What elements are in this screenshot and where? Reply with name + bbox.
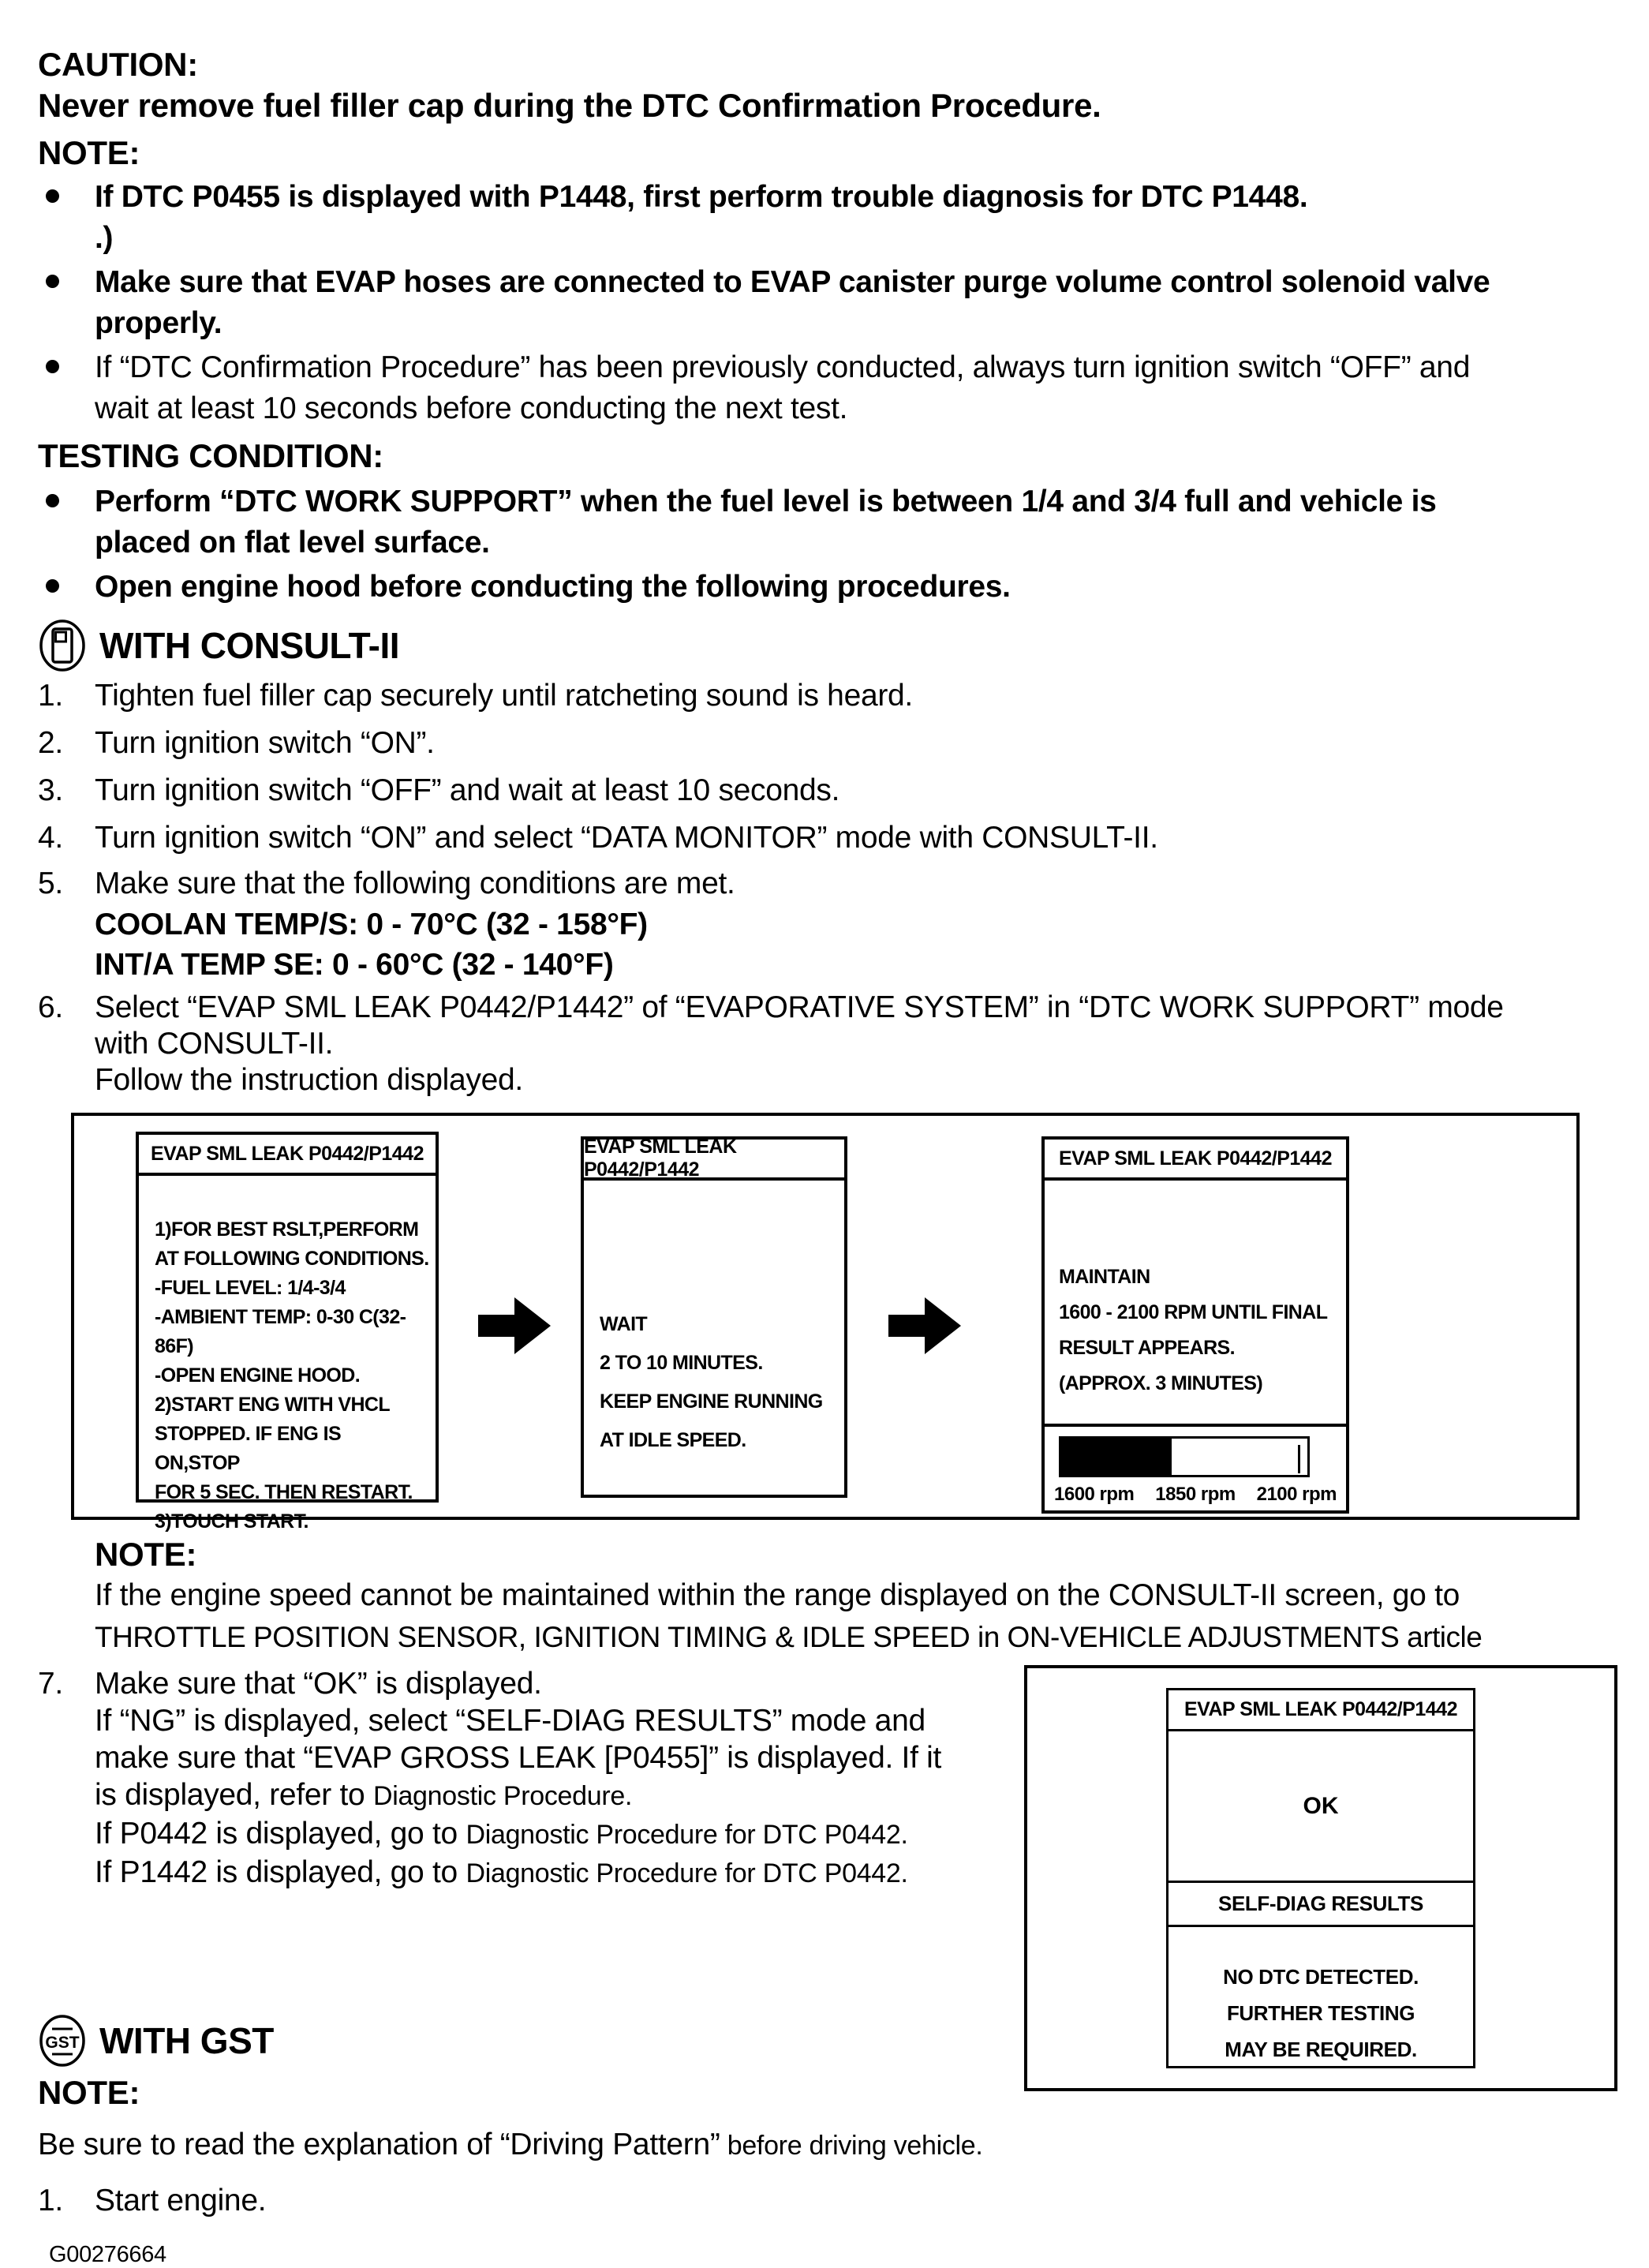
rpm-label-high: 2100 rpm [1256,1484,1337,1505]
screen3-line: MAINTAIN [1059,1266,1150,1288]
screen3-line: 1600 - 2100 RPM UNTIL FINAL [1059,1301,1328,1323]
screen1-line: STOPPED. IF ENG IS ON,STOP [155,1423,342,1474]
rpm-gauge-section [1045,1427,1346,1506]
screen1-line: -FUEL LEVEL: 1/4-3/4 [155,1277,346,1299]
step-number: 5. [38,866,63,900]
consult-step-6 [38,990,1617,1098]
screen1-line: AT FOLLOWING CONDITIONS. [155,1248,429,1270]
screen-title: EVAP SML LEAK P0442/P1442 [584,1140,844,1181]
note-bullet-3-line-2: wait at least 10 seconds before conducting the next test. [95,391,848,425]
gst-step-1 [38,2180,1617,2221]
testing-bullet-1 [38,481,1617,563]
diagnostic-procedure-reference: Diagnostic Procedure. [372,1781,633,1811]
screen3-line: RESULT APPEARS. [1059,1337,1235,1359]
screen1-line: 3)TOUCH START. [155,1510,308,1533]
consult-screen-instructions [136,1132,439,1533]
bullet-icon [38,567,95,608]
step7-line-4: is displayed, refer to Diagnostic Procedure. [95,1778,633,1812]
step-number: 1. [38,2184,63,2217]
step-text: Turn ignition switch “ON” and select “DATA MONITOR” mode with CONSULT-II. [95,821,1158,855]
screen1-line: -AMBIENT TEMP: 0-30 C(32-86F) [155,1306,406,1357]
step7-line-1: Make sure that “OK” is displayed. [95,1667,542,1701]
ok-text: OK [1169,1731,1473,1883]
consult-step-1 [38,676,1617,717]
bullet-icon [38,177,95,259]
screen1-line: 2)START ENG WITH VHCL [155,1394,391,1416]
screen2-line: KEEP ENGINE RUNNING [600,1390,823,1413]
screen2-line: AT IDLE SPEED. [600,1429,746,1451]
progress-bar [1059,1436,1310,1477]
testing-bullet-1-line-2: placed on flat level surface. [95,526,490,560]
screen2-line: 2 TO 10 MINUTES. [600,1352,763,1374]
gauge-tick [1298,1445,1300,1473]
arrow-right-icon [888,1296,961,1356]
note-bullet-3 [38,347,1617,429]
with-consult-heading-label: WITH CONSULT-II [99,625,400,666]
step-text-line-3: Follow the instruction displayed. [95,1063,523,1097]
testing-bullet-1-line-1: Perform “DTC WORK SUPPORT” when the fuel level is between 1/4 and 3/4 full and vehicle is [95,485,1437,518]
rpm-label-mid: 1850 rpm [1155,1484,1236,1505]
note-bullet-1-line-2: .) [95,221,114,255]
bullet-icon [38,262,95,344]
bullet-icon [38,347,95,429]
step-number: 7. [38,1667,63,1701]
screen-title: EVAP SML LEAK P0442/P1442 [1169,1690,1473,1731]
with-consult-heading [38,620,1617,671]
consult-ii-icon [38,619,87,672]
consult-step-4 [38,818,1617,859]
rpm-label-low: 1600 rpm [1054,1484,1135,1505]
consult-step-5 [38,863,1617,985]
result-panel [1024,1665,1617,2091]
gst-icon [38,2014,87,2068]
result-line: MAY BE REQUIRED. [1225,2038,1417,2061]
step-text: Turn ignition switch “OFF” and wait at least 10 seconds. [95,773,840,807]
step-number: 4. [38,821,63,855]
consult-step-7 [38,1665,1024,1892]
diagnostic-procedure-reference: Diagnostic Procedure [466,1820,718,1850]
step-text: Tighten fuel filler cap securely until ratcheting sound is heard. [95,679,913,713]
testing-bullet-2 [38,567,1617,608]
step-number: 1. [38,679,63,713]
diagnostic-procedure-reference: Diagnostic Procedure [466,1858,718,1888]
step-text-line-1: Select “EVAP SML LEAK P0442/P1442” of “EVAPORATIVE SYSTEM” in “DTC WORK SUPPORT” mode [95,990,1504,1024]
note-heading: NOTE: [95,1536,197,1573]
svg-text:GST: GST [45,2034,80,2052]
step-number: 6. [38,990,63,1024]
note-bullet-2 [38,262,1617,344]
step7-line-3: make sure that “EVAP GROSS LEAK [P0455]” is displayed. If it [95,1741,942,1775]
consult-screen-wait [581,1136,847,1498]
caution-text: Never remove fuel filler cap during the DTC Confirmation Procedure. [38,87,1101,124]
note-heading: NOTE: [38,134,140,171]
screen1-line: 1)FOR BEST RSLT,PERFORM [155,1218,419,1241]
arrow-right-icon [478,1296,551,1356]
caution-heading: CAUTION: [38,46,198,83]
with-gst-heading [38,2015,1024,2066]
note-bullet-2-line-1: Make sure that EVAP hoses are connected to EVAP canister purge volume control solenoid valve [95,265,1490,299]
step-number: 3. [38,773,63,807]
note-line-1: If the engine speed cannot be maintained within the range displayed on the CONSULT-II screen, go to [95,1578,1460,1612]
note-after-diagram [95,1534,1617,1659]
step-text: Turn ignition switch “ON”. [95,726,435,760]
consult-screen-maintain-rpm [1041,1136,1349,1514]
note-bullet-2-line-2: properly. [95,306,222,340]
result-line: FURTHER TESTING [1226,2001,1415,2025]
progress-fill [1061,1439,1172,1475]
step-text: Start engine. [95,2184,267,2217]
testing-bullet-2-line-1: Open engine hood before conducting the following procedures. [95,570,1011,604]
testing-condition-heading: TESTING CONDITION: [38,437,383,474]
screen-title: EVAP SML LEAK P0442/P1442 [139,1135,436,1176]
note-bullet-1-line-1: If DTC P0455 is displayed with P1448, first perform trouble diagnosis for DTC P1448. [95,180,1308,214]
gst-note-text: Be sure to read the explanation of “Driving Pattern” before driving vehicle. [38,2128,983,2161]
screen2-line: WAIT [600,1313,648,1335]
step7-section [38,1665,1617,2113]
bullet-icon [38,481,95,563]
step7-line-6: If P1442 is displayed, go to Diagnostic Procedure for DTC P0442. [95,1855,908,1889]
step-text: Make sure that the following conditions are met. [95,866,735,900]
screen-title: EVAP SML LEAK P0442/P1442 [1045,1140,1346,1181]
screen1-line: -OPEN ENGINE HOOD. [155,1364,361,1387]
consult-step-2 [38,723,1617,764]
note-line-2: THROTTLE POSITION SENSOR, IGNITION TIMING & IDLE SPEED in ON-VEHICLE ADJUSTMENTS article [95,1621,1483,1653]
gst-note-heading: NOTE: [38,2074,140,2111]
step7-line-5: If P0442 is displayed, go to Diagnostic Procedure for DTC P0442. [95,1817,908,1851]
consult-flow-diagram [71,1113,1580,1533]
screen3-line: (APPROX. 3 MINUTES) [1059,1372,1263,1394]
screen1-line: FOR 5 SEC. THEN RESTART. [155,1481,413,1503]
result-line: NO DTC DETECTED. [1223,1965,1419,1989]
step7-line-2: If “NG” is displayed, select “SELF-DIAG RESULTS” mode and [95,1704,925,1738]
figure-id: G00276664 [49,2242,166,2267]
self-diag-results-band: SELF-DIAG RESULTS [1169,1883,1473,1927]
note-bullet-3-line-1: If “DTC Confirmation Procedure” has been previously conducted, always turn ignition switch “OFF” and [95,350,1471,384]
step-text-line-2: with CONSULT-II. [95,1027,334,1061]
coolant-temp-condition: COOLAN TEMP/S: 0 - 70°C (32 - 158°F) [95,908,648,941]
note-bullet-1 [38,177,1617,259]
intake-temp-condition: INT/A TEMP SE: 0 - 60°C (32 - 140°F) [95,948,614,982]
consult-step-3 [38,770,1617,811]
consult-screen-result [1166,1688,1475,2068]
with-gst-heading-label: WITH GST [99,2020,274,2061]
step-number: 2. [38,726,63,760]
